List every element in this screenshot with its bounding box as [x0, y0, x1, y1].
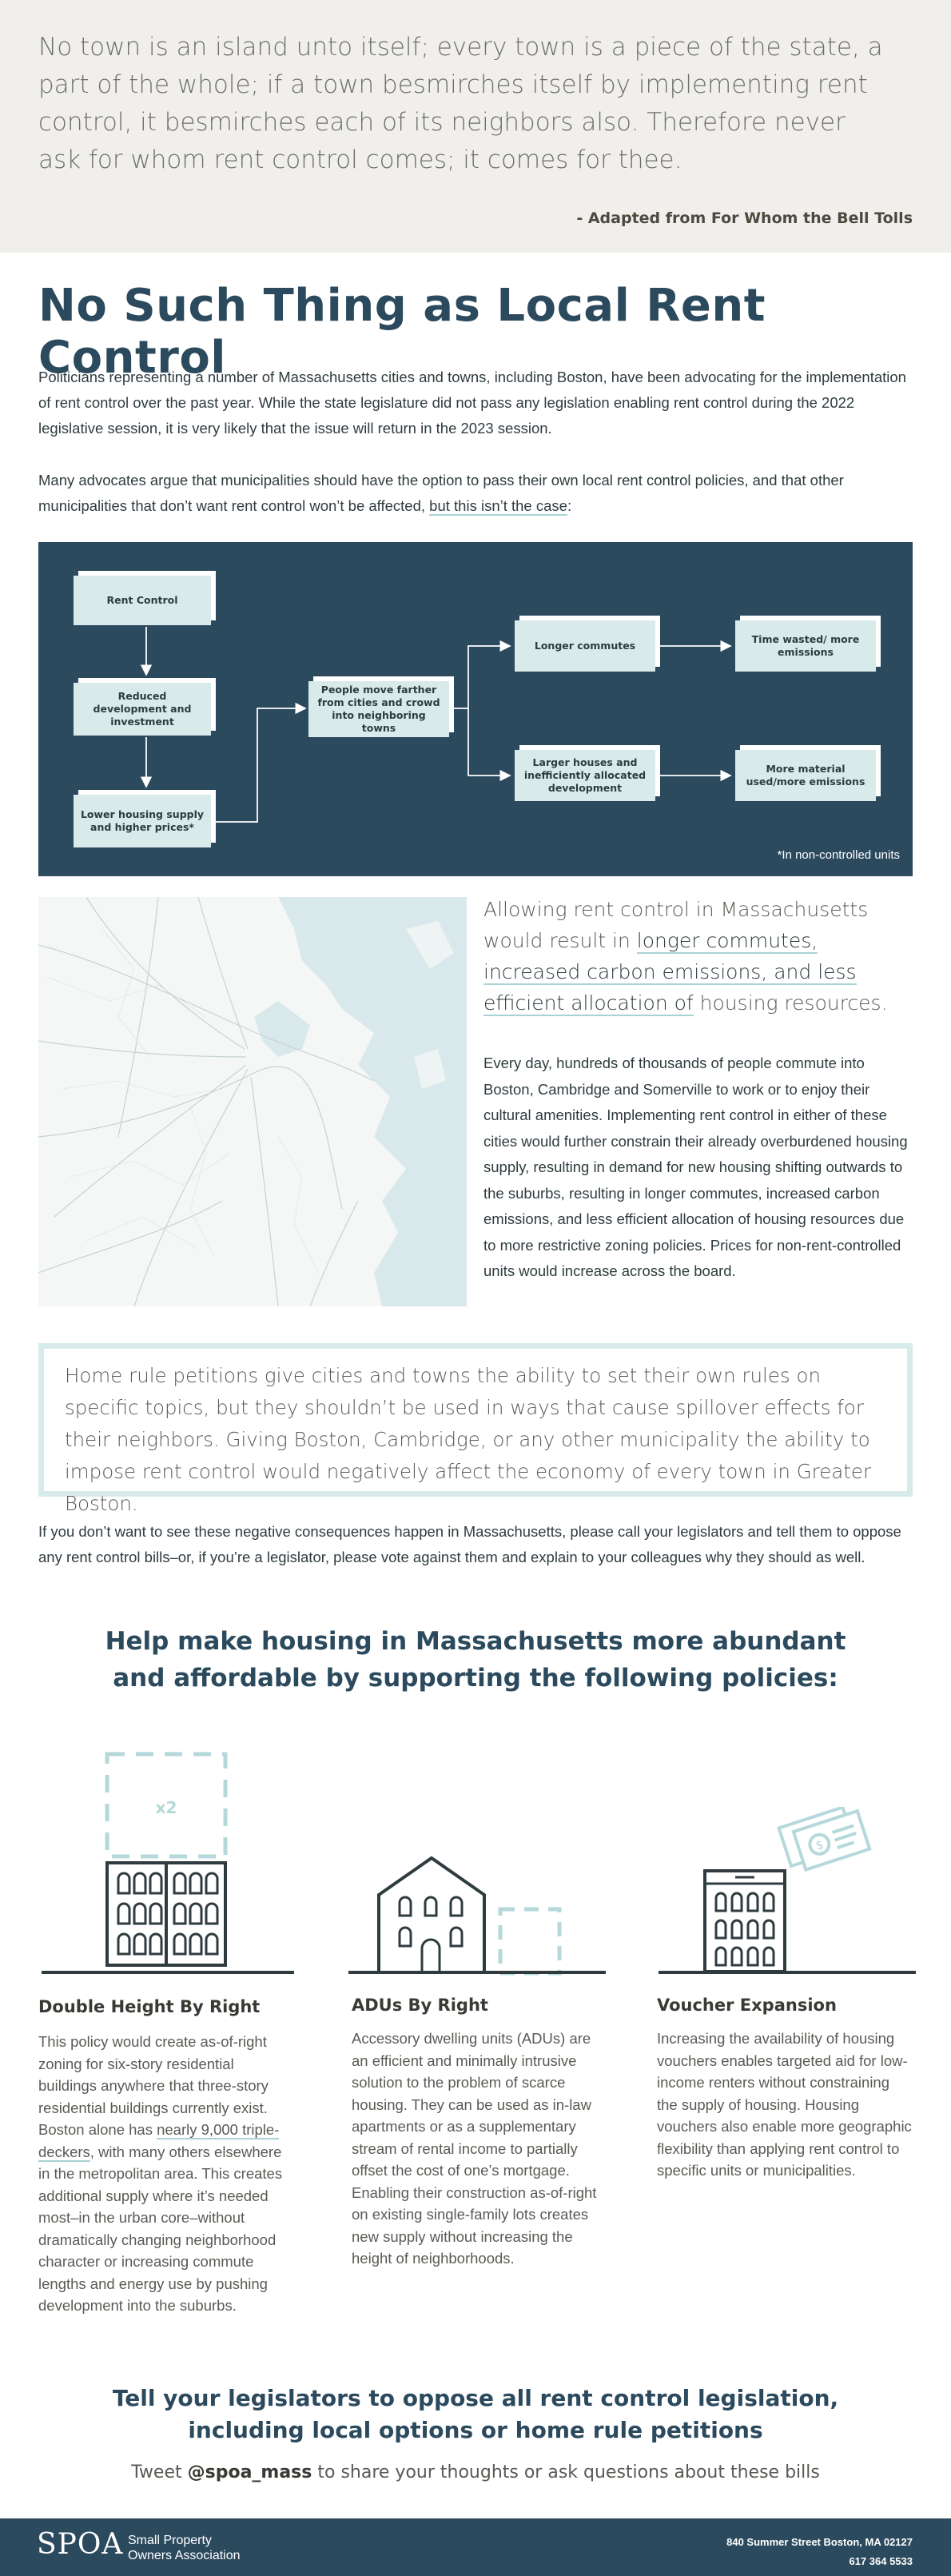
intro-paragraph-2 [38, 468, 913, 519]
policy-body-double-height [38, 2031, 294, 2317]
box-lower-housing-supply: Lower housing supply and higher prices* [74, 795, 211, 847]
home-rule-callout [38, 1343, 913, 1515]
footer-phone: 617 364 5533 [849, 2555, 913, 2567]
box-longer-commutes: Longer commutes [515, 620, 655, 672]
policy-title-double-height: Double Height By Right [38, 1997, 261, 2016]
svg-text:$: $ [814, 1836, 826, 1853]
page-title: No Such Thing as Local Rent Control [38, 280, 766, 384]
diagram-footnote: *In non-controlled units [777, 848, 900, 862]
greater-boston-map [38, 897, 467, 1306]
policy-title-voucher: Voucher Expansion [657, 1996, 837, 2015]
box-time-wasted: Time wasted/ more emissions [735, 620, 876, 672]
double-height-label: x2 [155, 1798, 177, 1817]
building-with-voucher-icon [657, 1807, 917, 1981]
footer-contact [726, 2533, 913, 2571]
but-this-isnt-the-case-link[interactable]: but this isn’t the case [429, 497, 567, 514]
box-reduced-development: Reduced development and investment [74, 683, 211, 736]
impact-lead [483, 894, 915, 1019]
policies-heading: Help make housing in Massachusetts more abundant and affordable by supporting the following policies: [105, 1627, 846, 1693]
tweet-prompt [76, 2462, 875, 2482]
box-larger-houses: Larger houses and inefficiently allocated development [515, 750, 655, 801]
footer-org-name [128, 2533, 241, 2563]
call-to-action-paragraph: If you don’t want to see these negative consequences happen in Massachusetts, please call your legislators and tell them to oppose any rent control bills–or, if you’re a legislator, please vote against them and explain to your colleagues why they should as well. [38, 1523, 901, 1565]
home-rule-callout-text: Home rule petitions give cities and towns the ability to set their own rules on specific topics, but they shouldn’t be used in ways that cause spillover effects for their neighbors. Giving Boston, Cambridge, or any other municipality the ability to impose rent control would negatively affect the economy of every town in Greater Boston. [65, 1364, 872, 1515]
policy-title-adus: ADUs By Right [352, 1996, 488, 2015]
box-more-material: More material used/more emissions [735, 750, 876, 801]
tweet-prompt-start: Tweet [131, 2462, 188, 2482]
footer-org-line-1: Small Property [128, 2534, 212, 2547]
voucher-icon [779, 1807, 870, 1874]
arrow-move-to-commutes [449, 646, 510, 708]
epigraph-attribution: - Adapted from For Whom the Bell Tolls [576, 209, 913, 227]
epigraph-quote: No town is an island unto itself; every town is a piece of the state, a part of the whole; if a town besmirches itself by implementing rent control, it besmirches each of its neighbors also. Therefore never ask for whom rent control comes; it comes for thee. [38, 33, 883, 174]
rent-control-effects-diagram [38, 542, 913, 876]
double-height-building-icon [40, 1749, 296, 1981]
impact-lead-end: housing resources. [693, 991, 888, 1015]
arrow-move-to-houses [468, 708, 510, 776]
twitter-handle-link[interactable]: @spoa_mass [187, 2462, 312, 2482]
impact-lead-start: Allowing rent control in Massachusetts would result in [483, 898, 869, 952]
policy-body-double-height-end: , with many others elsewhere in the metropolitan area. This creates additional supply where it’s needed most–in the urban core–without dramatically changing neighborhood character or increasing commute lengths and energy use by pushing development into the suburbs. [38, 2143, 283, 2314]
footer-org-line-2: Owners Association [128, 2549, 241, 2562]
box-rent-control: Rent Control [74, 576, 211, 625]
policy-body-double-height-start: This policy would create as-of-right zoning for six-story residential buildings anywhere that three-story residential buildings currently exist. Boston alone has [38, 2033, 269, 2138]
impact-body: Every day, hundreds of thousands of people commute into Boston, Cambridge and Somerville to work or to enjoy their cultural amenities. Implementing rent control in either of these cities would further constrain their already overburdened housing supply, resulting in demand for new housing shifting outwards to the suburbs, resulting in longer commutes, increased carbon emissions, and less efficient allocation of housing resources due to more restrictive zoning policies. Prices for non-rent-controlled units would increase across the board. [483, 1055, 908, 1279]
intro-paragraph-2-end: : [567, 497, 572, 514]
intro-paragraph-1: Politicians representing a number of Massachusetts cities and towns, including Boston, have been advocating for the implementation of rent control over the past year. While the state legislature did not pass any legislation enabling rent control during the 2022 legislative session, it is very likely that the issue will return in the 2023 session. [38, 369, 906, 437]
policy-body-adus: Accessory dwelling units (ADUs) are an efficient and minimally intrusive solution to the problem of scarce housing. They can be used as in-law apartments or as a supplementary stream of rental income to partially offset the cost of one’s mortgage. Enabling their construction as-of-right on existing single-family lots creates new supply without increasing the height of neighborhoods. [352, 2030, 597, 2267]
quote-band [0, 0, 951, 253]
triple-deckers-link[interactable]: nearly 9,000 triple-deckers [38, 2121, 280, 2160]
intro-paragraph-2-text: Many advocates argue that municipalities should have the option to pass their own local rent control policies, and that other municipalities that don’t want rent control won’t be affected, [38, 472, 844, 514]
box-people-move-farther: People move farther from cities and crowd into neighboring towns [308, 681, 449, 737]
footer [0, 2518, 951, 2576]
spoa-logo: SPOA [37, 2528, 124, 2561]
impact-consequences-link[interactable]: longer commutes, increased carbon emissions, and less efficient allocation of [483, 929, 857, 1015]
tweet-prompt-end: to share your thoughts or ask questions about these bills [312, 2462, 820, 2482]
closing-heading: Tell your legislators to oppose all rent control legislation, including local options or home rule petitions [112, 2385, 839, 2443]
policy-body-voucher: Increasing the availability of housing vouchers enables targeted aid for low-income renters without constraining the supply of housing. Housing vouchers also enable more geographic flexibility than applying rent control to specific units or municipalities. [657, 2030, 912, 2179]
house-with-adu-icon [347, 1852, 607, 1981]
footer-address: 840 Summer Street Boston, MA 02127 [726, 2536, 913, 2548]
arrow-supply-to-move [210, 708, 305, 822]
